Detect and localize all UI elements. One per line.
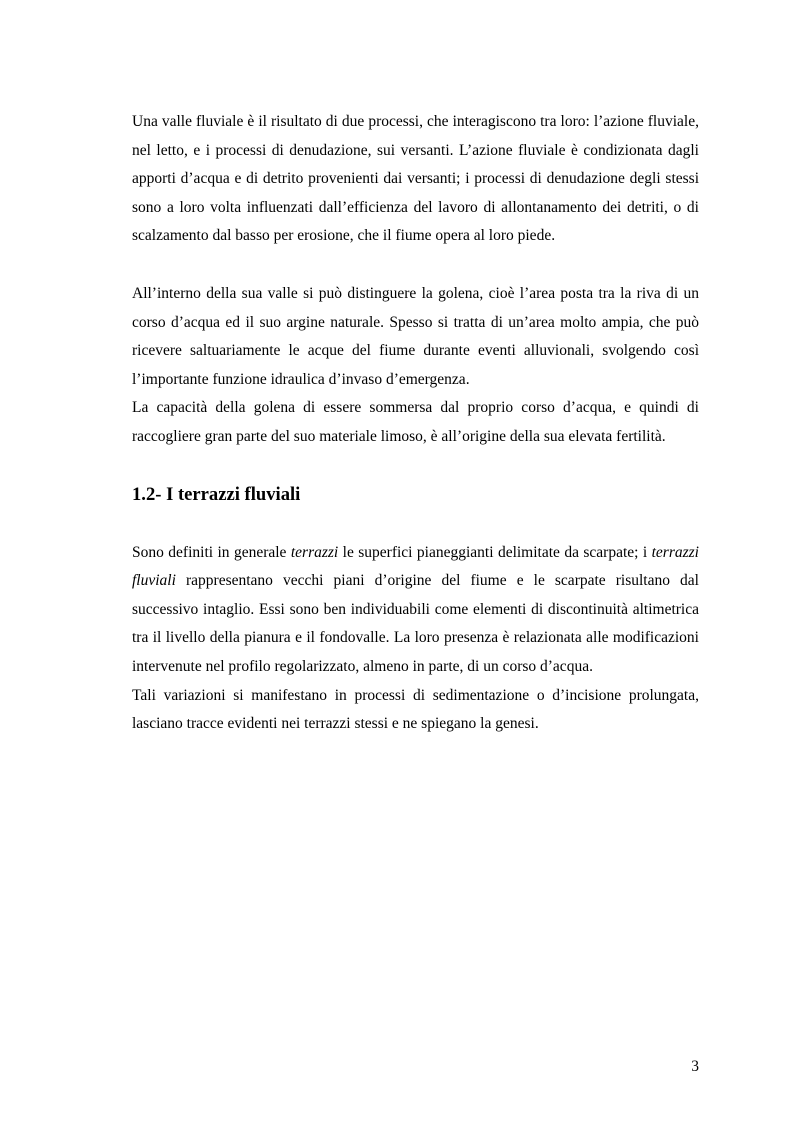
term-terrazzi: terrazzi xyxy=(290,543,339,561)
paragraph-golena: All’interno della sua valle si può distinguere la golena, cioè l’area posta tra la riva di un corso d’acqua ed il suo argine naturale. Spesso si tratta di un’area molto ampia, che può ricevere saltuariamente le acque del fiume durante eventi alluvionali, svolgendo così l’importante funzione idraulica d’invaso d’emergenza. xyxy=(132,284,699,388)
paragraph-terrazzi-definizione xyxy=(132,539,699,682)
paragraph-terrazzi-variazioni: Tali variazioni si manifestano in processi di sedimentazione o d’incisione prolungata, lasciano tracce evidenti nei terrazzi stessi e ne spiegano la genesi. xyxy=(132,686,699,733)
text-fragment: rappresentano vecchi piani d’origine del fiume e le scarpate risultano dal successivo intaglio. Essi sono ben individuabili come elementi di discontinuità altimetrica tra il livello della pianura e il fondovalle. La loro presenza è relazionata alle modificazioni intervenute nel profilo regolarizzato, almeno in parte, di un corso d’acqua. xyxy=(132,572,699,675)
section-heading-terrazzi: 1.2- I terrazzi fluviali xyxy=(132,483,301,505)
term-terrazzi-fluviali: terrazzi fluviali xyxy=(132,543,699,590)
document-page xyxy=(132,108,699,739)
text-fragment: Sono definiti in generale xyxy=(132,543,291,561)
page-number: 3 xyxy=(691,1058,699,1075)
text-fragment: le superfici pianeggianti delimitate da scarpate; i xyxy=(338,543,652,561)
paragraph-valle-fluviale: Una valle fluviale è il risultato di due processi, che interagiscono tra loro: l’azione fluviale, nel letto, e i processi di denudazione, sui versanti. L’azione fluviale è condizionata dagli apporti d’acqua e di detrito provenienti dai versanti; i processi di denudazione degli stessi sono a loro volta influenzati dall’efficienza del lavoro di allontanamento dei detriti, o di scalzamento dal basso per erosione, che il fiume opera al loro piede. xyxy=(132,113,699,245)
paragraph-golena-fertilita: La capacità della golena di essere sommersa dal proprio corso d’acqua, e quindi di raccogliere gran parte del suo materiale limoso, è all’origine della sua elevata fertilità. xyxy=(132,399,699,445)
